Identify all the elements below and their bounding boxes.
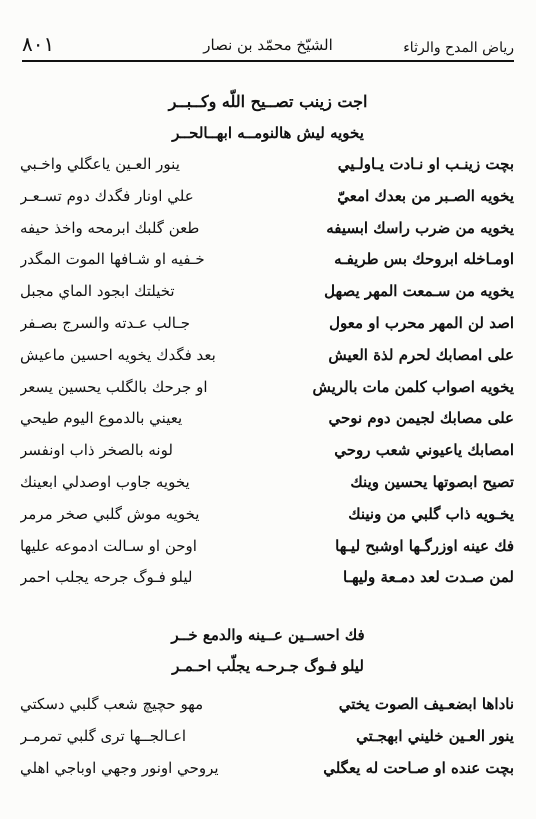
verse-second-hemistich: يخويه جاوب اوصدلي ابعينك <box>20 473 190 491</box>
verse-first-hemistich: على امصابك لحرم لذة العيش <box>328 345 514 364</box>
verse-second-hemistich: لونه بالصخر ذاب اونفسر <box>20 441 173 460</box>
verse-first-hemistich: على مصابك لجيمن دوم نوحي <box>328 409 514 428</box>
verse-first-hemistich: ناداها ابضعـيف الصوت يختي <box>338 695 514 713</box>
verse-first-hemistich: بچت زينـب او نـادت يـاولـيي <box>337 155 514 173</box>
verse-second-hemistich: تخيلتك ابجود الماي مجبل <box>20 282 175 301</box>
verse-row <box>20 690 516 718</box>
verse-first-hemistich: اومـاخله ابروحك بس طريفـه <box>334 250 514 269</box>
verse-row <box>20 722 516 750</box>
verse-second-hemistich: اعـالجــها ترى گلبي تمرمـر <box>20 727 187 745</box>
verse-first-hemistich: امصابك ياعيوني شعب روحي <box>334 441 514 460</box>
page-number: ٨٠١ <box>22 32 55 56</box>
verse-second-hemistich: يخويه موش گلبي صخر مرمر <box>20 504 200 523</box>
verse-row <box>20 373 516 401</box>
header-rule <box>22 60 514 62</box>
poem-title: اجت زينب تصــيح اللّه وكــبــر <box>168 92 368 111</box>
verse-second-hemistich: يروحي اونور وجهي اوباجي اهلي <box>20 759 219 777</box>
chorus-line-2: ليلو فـوگ جـرحـه يجلّب احـمـر <box>172 657 364 675</box>
verse-first-hemistich: يخـويه ذاب گلبي من ونينك <box>348 504 514 523</box>
verse-second-hemistich: مهو حچيچ شعب گلبي دسكتي <box>20 695 204 713</box>
verse-row <box>20 277 516 305</box>
verse-second-hemistich: طعن گلبك ابرمحه واخذ حيفه <box>20 218 200 237</box>
verse-first-hemistich: بچت عنده او صـاحت له يعگلي <box>323 759 514 777</box>
verse-first-hemistich: فك عينه اوزرگـها اوشبح ليـها <box>335 536 514 555</box>
verse-second-hemistich: علي اونار فگدك دوم تسـعـر <box>20 186 194 205</box>
author-name: الشيّخ محمّد بن نصار <box>203 36 333 54</box>
chorus-line-1: فك احســين عــينه والدمع خــر <box>171 626 365 644</box>
verse-row <box>20 754 516 782</box>
verse-row <box>20 500 516 528</box>
verse-first-hemistich: يخويه من ضرب راسك ابسيفه <box>326 218 514 237</box>
verse-second-hemistich: جـالب عـدته والسرج بصـفر <box>20 314 191 332</box>
verse-row <box>20 309 516 337</box>
verse-first-hemistich: يخويه الصـبر من بعدك امعيّ <box>337 186 514 205</box>
verse-row <box>20 468 516 496</box>
poem-subtitle: يخويه ليش هالنومــه ابهــالحــر <box>172 124 364 142</box>
verse-second-hemistich: ينور العـين ياعگلي واخـبي <box>20 155 180 173</box>
verse-first-hemistich: يخويه اصواب كلمن مات بالريش <box>312 377 514 396</box>
verse-first-hemistich: تصيح ابصوتها يحسين وينك <box>350 473 514 491</box>
verse-row <box>20 245 516 273</box>
page-header <box>22 30 514 56</box>
verse-second-hemistich: خـفيه او شـافها الموت المگدر <box>20 250 205 269</box>
verse-second-hemistich: ليلو فـوگ جرحه يجلب احمر <box>20 568 193 587</box>
verse-row <box>20 404 516 432</box>
verse-first-hemistich: يخويه من سـمعت المهر يصهل <box>324 282 514 301</box>
verse-row <box>20 214 516 242</box>
verse-second-hemistich: بعد فگدك يخويه احسين ماعيش <box>20 345 216 364</box>
verse-first-hemistich: اصد لن المهر محرب او معول <box>329 314 514 332</box>
verse-second-hemistich: يعيني بالدموع اليوم طيحي <box>20 409 183 428</box>
verse-row <box>20 532 516 560</box>
verse-first-hemistich: لمن صـدت لعد دمـعة وليهـا <box>343 568 514 587</box>
verse-row <box>20 563 516 591</box>
verse-first-hemistich: ينور العـين خليني ابهجـتي <box>356 727 514 745</box>
verse-row <box>20 182 516 210</box>
verse-second-hemistich: او جرحك بالگلب يحسين يسعر <box>20 377 208 396</box>
verse-second-hemistich: اوحن او سـالت ادموعه عليها <box>20 536 197 555</box>
verse-row <box>20 436 516 464</box>
verse-row <box>20 341 516 369</box>
book-title: رياض المدح والرثاء <box>403 40 514 56</box>
verse-row <box>20 150 516 178</box>
